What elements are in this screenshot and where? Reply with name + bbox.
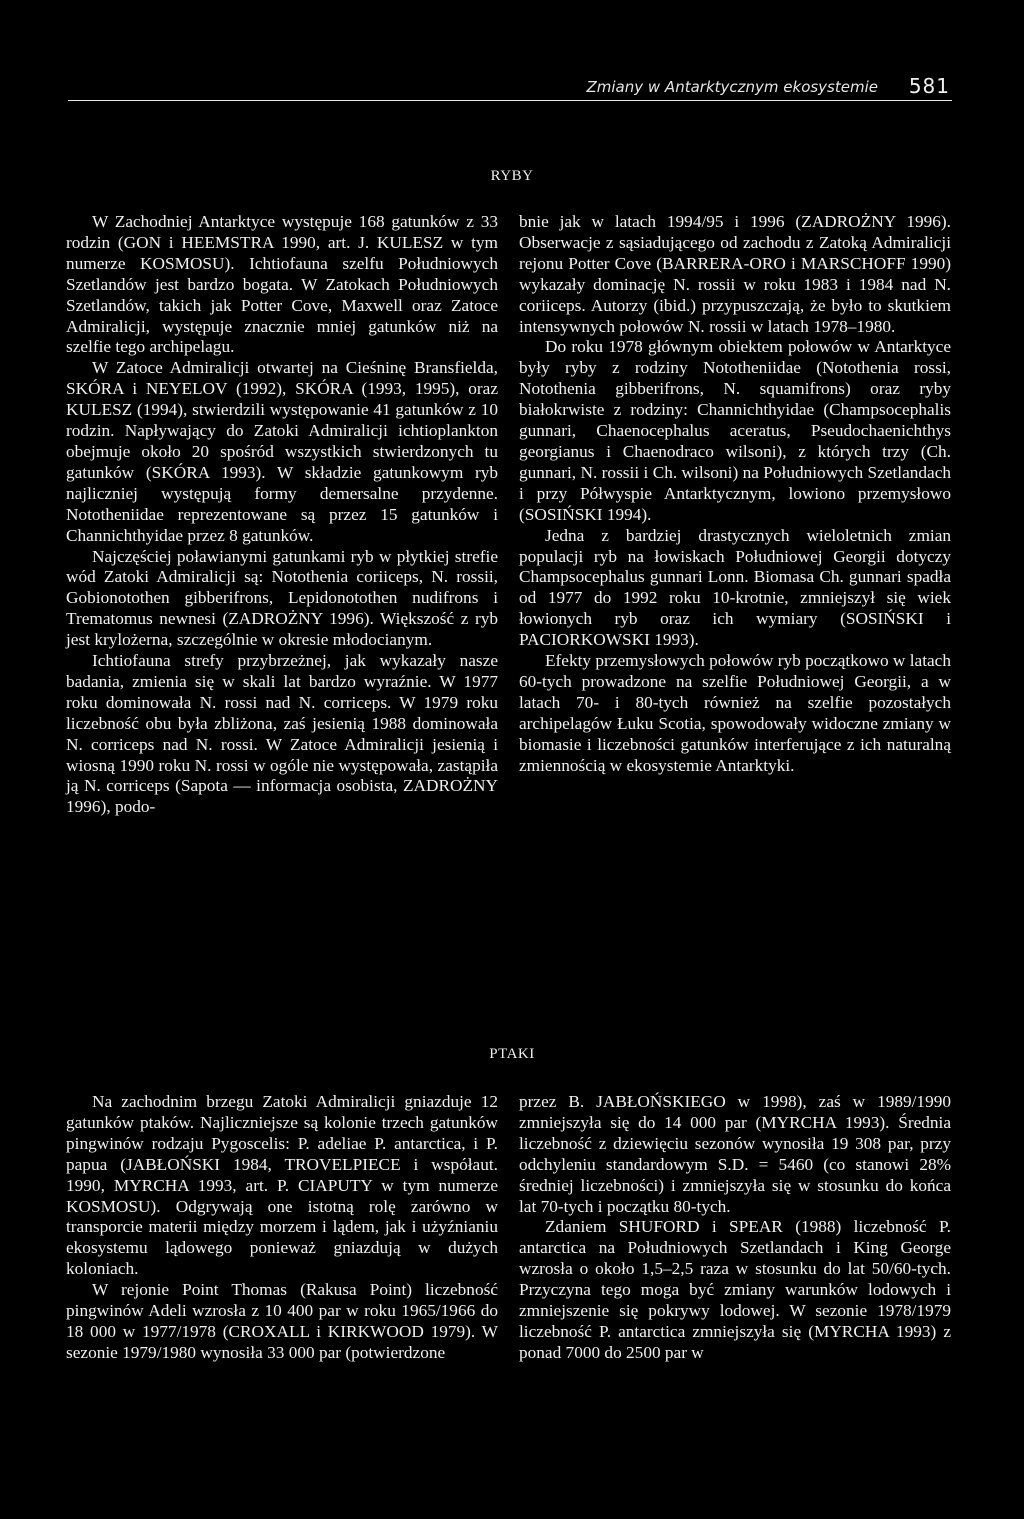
paragraph: Jedna z bardziej drastycznych wieloletnich zmian populacji ryb na łowiskach Południowej Georgii dotyczy Champsocephalus gunnari Lonn. Biomasa Ch. gunnari spadła od 1977 do 1992 roku 10-krotnie, zmniejszył się wiek łowionych ryb oraz ich wymiary (SOSIŃSKI i PACIORKOWSKI 1993). — [519, 525, 951, 650]
paragraph: Efekty przemysłowych połowów ryb początkowo w latach 60-tych prowadzone na szelfie Południowej Georgii, a w latach 70- i 80-tych również na szelfie pozostałych archipelagów Łuku Scotia, spowodowały widoczne zmiany w biomasie i liczebności gatunków interferujące z ich naturalną zmiennością w ekosystemie Antarktyki. — [519, 651, 951, 775]
paragraph: W Zachodniej Antarktyce występuje 168 gatunków z 33 rodzin (GON i HEEMSTRA 1990, art. J. KULESZ w tym numerze KOSMOSU). Ichtiofauna szelfu Południowych Szetlandów jest bardzo bogata. W Zatokach Południowych Szetlandów, takich jak Potter Cove, Maxwell oraz Zatoce Admiralicji, występuje znacznie mniej gatunków niż na szelfie tego archipelagu. — [66, 212, 498, 357]
paragraph: Do roku 1978 głównym obiektem połowów w Antarktyce były ryby z rodziny Nototheniidae (Notothenia rossi, Notothenia gibberifrons, N. squamifrons) oraz ryby białokrwiste z rodziny: Channichthyidae (Champsocephalis gunnari, Chaenocephalus aceratus, Pseudochaenichthys georgianus i Chaenodraco wilsoni), z których trzy (Ch. gunnari, N. rossii i Ch. wilsoni) na Południowych Szetlandach i przy Półwyspie Antarktycznym, lowiono przemysłowo (SOSIŃSKI 1994). — [519, 337, 951, 524]
paragraph: Ichtiofauna strefy przybrzeżnej, jak wykazały nasze badania, zmienia się w skali lat bardzo wyraźnie. W 1977 roku dominowała N. rossi nad N. corriceps. W 1979 roku liczebność obu była zbliżona, zaś jesienią 1988 dominowała N. corriceps nad N. rossi. W Zatoce Admiralicji jesienią i wiosną 1990 roku N. rossi w ogóle nie występowała, zastąpiła ją N. corriceps (Sapota — informacja osobista, ZADROŻNY 1996), podo- — [66, 651, 498, 817]
paragraph: przez B. JABŁOŃSKIEGO w 1998), zaś w 1989/1990 zmniejszyła się do 14 000 par (MYRCHA 1993). Średnia liczebność z dziewięciu sezonów wynosiła 19 308 par, przy odchyleniu standardowym S.D. = 5460 (co stanowi 28% średniej liczebności) i zmniejszyła się w stosunku do końca lat 70-tych i początku 80-tych. — [519, 1092, 951, 1216]
paragraph: bnie jak w latach 1994/95 i 1996 (ZADROŻNY 1996). Obserwacje z sąsiadującego od zachodu z Zatoką Admiralicji rejonu Potter Cove (BARRERA-ORO i MARSCHOFF 1990) wykazały dominację N. rossii w roku 1983 i 1984 nad N. coriiceps. Autorzy (ibid.) przypuszczają, że było to skutkiem intensywnych połowów N. rossii w latach 1978–1980. — [519, 212, 951, 336]
paragraph: Najczęściej poławianymi gatunkami ryb w płytkiej strefie wód Zatoki Admiralicji są: Notothenia coriiceps, N. rossii, Gobionotothen gibberifrons, Lepidonotothen nudifrons i Trematomus newnesi (ZADROŻNY 1996). Większość z ryb jest krylożerna, szczególnie w okresie młodocianym. — [66, 546, 498, 650]
paragraph: W rejonie Point Thomas (Rakusa Point) liczebność pingwinów Adeli wzrosła z 10 400 par w roku 1965/1966 do 18 000 w 1977/1978 (CROXALL i KIRKWOOD 1979). W sezonie 1979/1980 wynosiła 33 000 par (potwierdzone — [66, 1280, 498, 1362]
ptaki-right-column — [519, 1092, 951, 1364]
paragraph: W Zatoce Admiralicji otwartej na Cieśninę Bransfielda, SKÓRA i NEYELOV (1992), SKÓRA (1993, 1995), oraz KULESZ (1994), stwierdzili występowanie 41 gatunków z 10 rodzin. Napływający do Zatoki Admiralicji ichtioplankton obejmuje około 20 spośród wszystkich stwierdzonych tu gatunków (SKÓRA 1993). W składzie gatunkowym ryb najliczniej występują formy demersalne przydenne. Nototheniidae reprezentowane są przez 15 gatunków i Channichthyidae przez 8 gatunków. — [66, 358, 498, 545]
ptaki-left-column — [66, 1092, 498, 1364]
page-header — [68, 76, 952, 101]
paragraph: Na zachodnim brzegu Zatoki Admiralicji gniazduje 12 gatunków ptaków. Najliczniejsze są kolonie trzech gatunków pingwinów rodzaju Pygoscelis: P. adeliae P. antarctica, i P. papua (JABŁOŃSKI 1984, TROVELPIECE i współaut. 1990, MYRCHA 1993, art. P. CIAPUTY w tym numerze KOSMOSU). Odgrywają one istotną rolę zarówno w transporcie materii między morzem i lądem, jak i użyźnianiu ekosystemu lądowego ponieważ gniazdują w dużych koloniach. — [66, 1092, 498, 1279]
section-heading-ryby: RYBY — [490, 168, 534, 184]
ryby-left-column — [66, 212, 498, 818]
page-number: 581 — [908, 74, 950, 98]
running-title: Zmiany w Antarktycznym ekosystemie — [586, 78, 878, 96]
ryby-right-column — [519, 212, 951, 776]
paragraph: Zdaniem SHUFORD i SPEAR (1988) liczebność P. antarctica na Południowych Szetlandach i King George wzrosła o około 1,5–2,5 raza w stosunku do lat 50/60-tych. Przyczyna tego moga być zmiany warunków lodowych i zmniejszenie się pokrywy lodowej. W sezonie 1978/1979 liczebność P. antarctica zmniejszyła się (MYRCHA 1993) z ponad 7000 do 2500 par w — [519, 1217, 951, 1362]
section-heading-ptaki: PTAKI — [489, 1046, 535, 1062]
